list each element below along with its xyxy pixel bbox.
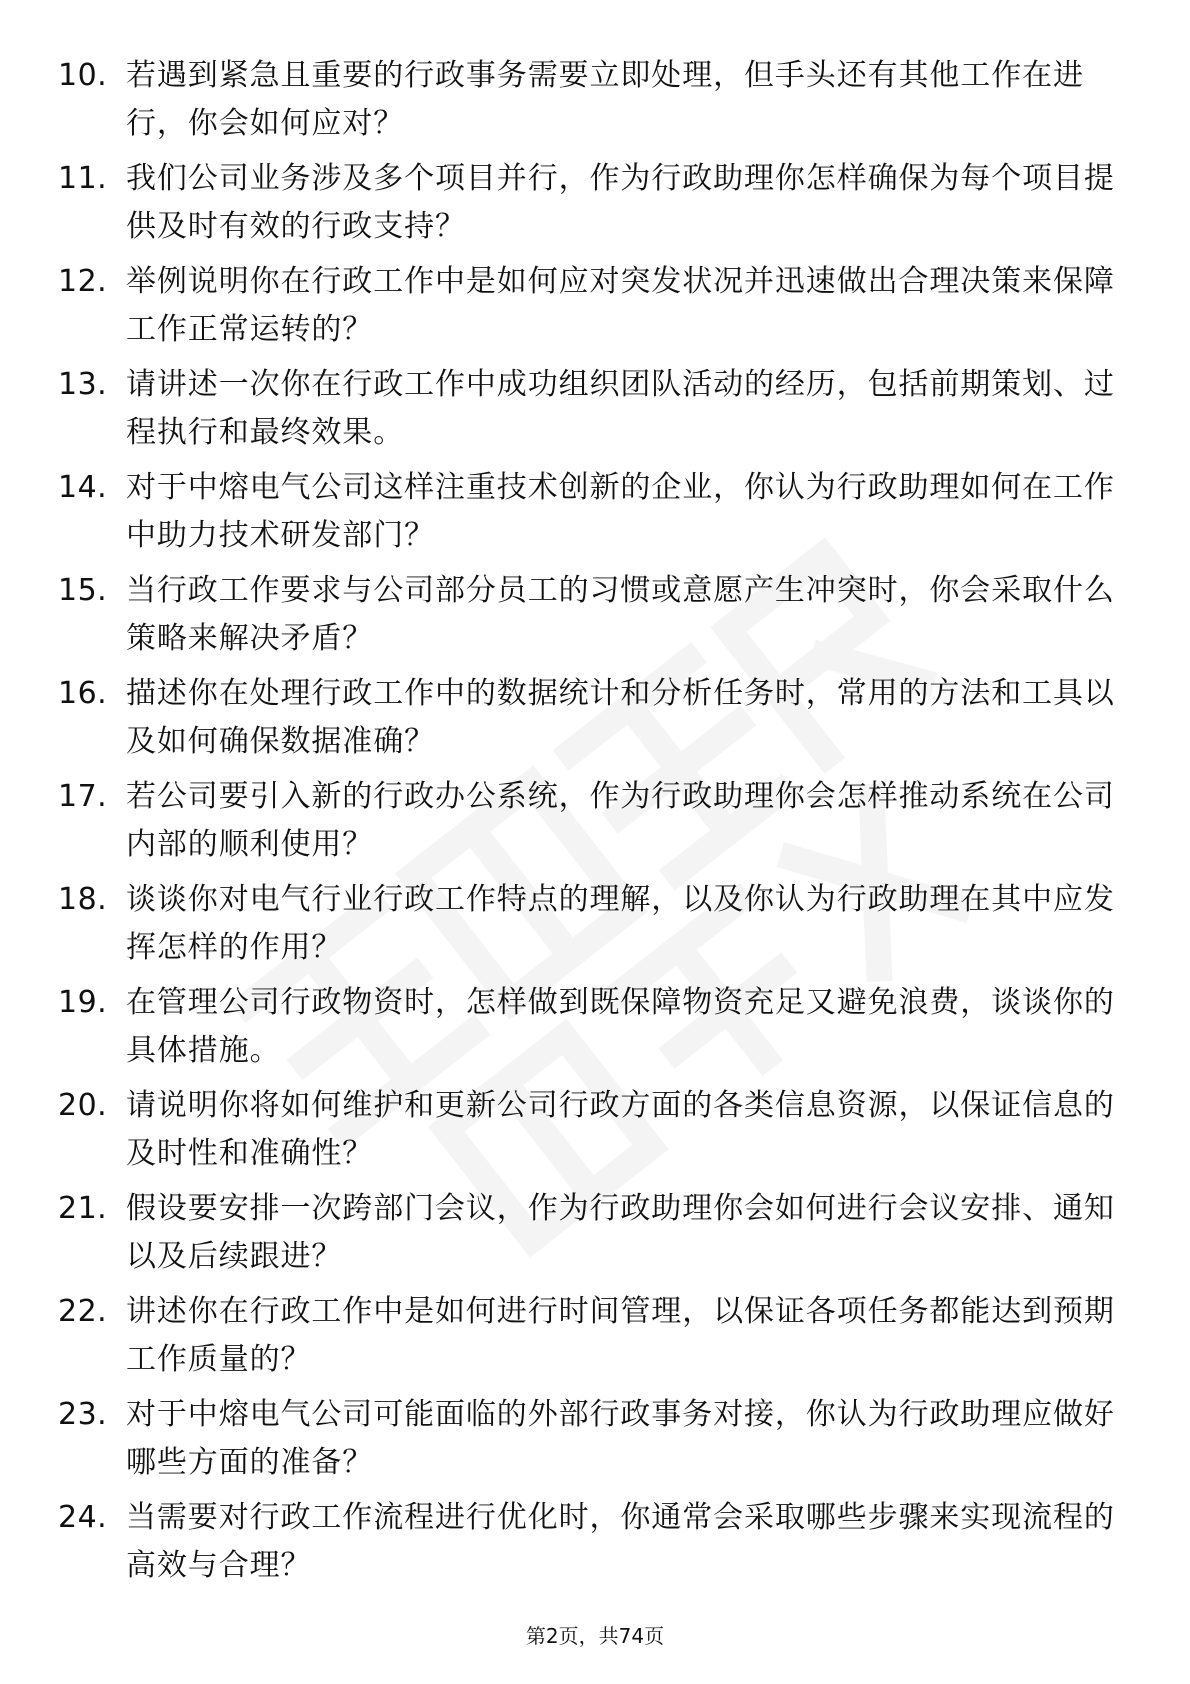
question-text: 若遇到紧急且重要的行政事务需要立即处理，但手头还有其他工作在进行，你会如何应对？ [126, 58, 1084, 141]
question-text: 若公司要引入新的行政办公系统，作为行政助理你会怎样推动系统在公司内部的顺利使用？ [126, 779, 1115, 862]
question-number: 18. [58, 882, 108, 917]
question-item [58, 258, 1118, 361]
page-number-label: 第2页，共74页 [525, 1624, 665, 1648]
question-text: 举例说明你在行政工作中是如何应对突发状况并迅速做出合理决策来保障工作正常运转的？ [126, 264, 1115, 347]
question-text: 请说明你将如何维护和更新公司行政方面的各类信息资源，以保证信息的及时性和准确性？ [126, 1088, 1115, 1171]
question-item [58, 670, 1118, 773]
question-number: 11. [58, 161, 108, 196]
question-item [58, 1185, 1118, 1288]
question-number: 10. [58, 58, 108, 93]
question-number: 17. [58, 779, 108, 814]
question-text: 谈谈你对电气行业行政工作特点的理解，以及你认为行政助理在其中应发挥怎样的作用？ [126, 882, 1115, 965]
question-number: 19. [58, 985, 108, 1020]
question-text: 描述你在处理行政工作中的数据统计和分析任务时，常用的方法和工具以及如何确保数据准确？ [126, 676, 1115, 759]
question-item [58, 979, 1118, 1082]
question-number: 21. [58, 1191, 108, 1226]
question-text: 讲述你在行政工作中是如何进行时间管理，以保证各项任务都能达到预期工作质量的？ [126, 1294, 1115, 1377]
page-footer [0, 1620, 1190, 1649]
question-item [58, 464, 1118, 567]
question-text: 当需要对行政工作流程进行优化时，你通常会采取哪些步骤来实现流程的高效与合理？ [126, 1500, 1115, 1583]
question-item [58, 1082, 1118, 1185]
question-item [58, 1494, 1118, 1597]
question-item [58, 361, 1118, 464]
question-item [58, 1391, 1118, 1494]
question-item [58, 52, 1118, 155]
question-number: 24. [58, 1500, 108, 1535]
question-item [58, 567, 1118, 670]
question-item [58, 1288, 1118, 1391]
question-number: 13. [58, 367, 108, 402]
question-item [58, 773, 1118, 876]
question-number: 12. [58, 264, 108, 299]
question-number: 23. [58, 1397, 108, 1432]
question-number: 16. [58, 676, 108, 711]
question-item [58, 876, 1118, 979]
question-number: 15. [58, 573, 108, 608]
question-text: 请讲述一次你在行政工作中成功组织团队活动的经历，包括前期策划、过程执行和最终效果。 [126, 367, 1115, 450]
question-list [58, 52, 1118, 1597]
question-text: 对于中熔电气公司可能面临的外部行政事务对接，你认为行政助理应做好哪些方面的准备？ [126, 1397, 1115, 1480]
question-number: 20. [58, 1088, 108, 1123]
question-text: 对于中熔电气公司这样注重技术创新的企业，你认为行政助理如何在工作中助力技术研发部门？ [126, 470, 1115, 553]
question-text: 当行政工作要求与公司部分员工的习惯或意愿产生冲突时，你会采取什么策略来解决矛盾？ [126, 573, 1115, 656]
question-text: 我们公司业务涉及多个项目并行，作为行政助理你怎样确保为每个项目提供及时有效的行政支持？ [126, 161, 1115, 244]
question-text: 假设要安排一次跨部门会议，作为行政助理你会如何进行会议安排、通知以及后续跟进？ [126, 1191, 1115, 1274]
question-number: 22. [58, 1294, 108, 1329]
question-text: 在管理公司行政物资时，怎样做到既保障物资充足又避免浪费，谈谈你的具体措施。 [126, 985, 1115, 1068]
question-number: 14. [58, 470, 108, 505]
question-item [58, 155, 1118, 258]
